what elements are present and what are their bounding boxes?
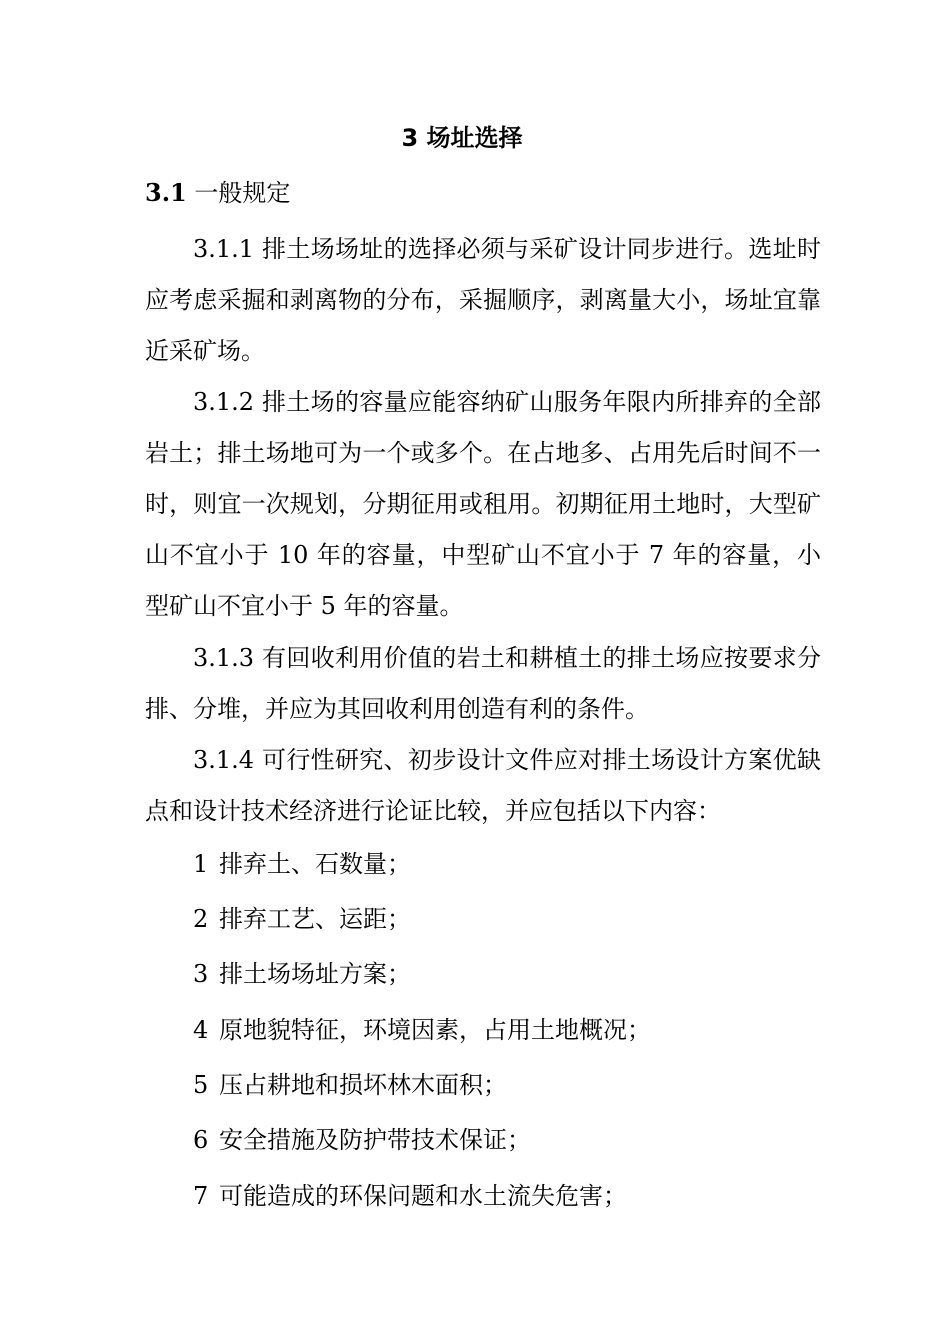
- list-item-text: 压占耕地和损坏林木面积；: [219, 1071, 507, 1099]
- list-item: [193, 847, 411, 881]
- list-item-text: 排土场场址方案；: [219, 960, 411, 988]
- section-title: 一般规定: [194, 179, 291, 207]
- list-item: [193, 1013, 651, 1047]
- list-item-number: 4: [193, 1016, 209, 1044]
- list-item-number: 5: [193, 1071, 209, 1099]
- clause-3-1-4: 3.1.4 可行性研究、初步设计文件应对排土场设计方案优缺点和设计技术经济进行论证比较，并应包括以下内容：: [145, 746, 821, 825]
- clause-3-1-1: 3.1.1 排土场场址的选择必须与采矿设计同步进行。选址时应考虑采掘和剥离物的分布，采掘顺序，剥离量大小，场址宜靠近采矿场。: [145, 235, 821, 365]
- chapter-title: 3 场址选择: [401, 124, 523, 152]
- list-item-number: 2: [193, 905, 209, 933]
- list-item: [193, 1179, 627, 1213]
- clause-3-1-3: 3.1.3 有回收利用价值的岩土和耕植土的排土场应按要求分排、分堆，并应为其回收利用创造有利的条件。: [145, 644, 821, 723]
- section-number: 3.1: [145, 178, 187, 207]
- list-item: [193, 957, 411, 991]
- list-item-number: 7: [193, 1182, 209, 1210]
- section-heading: [145, 176, 290, 210]
- list-item-number: 3: [193, 960, 209, 988]
- list-item-text: 安全措施及防护带技术保证；: [219, 1126, 531, 1154]
- list-item-text: 排弃工艺、运距；: [219, 905, 411, 933]
- list-item: [193, 1123, 531, 1157]
- list-item-text: 排弃土、石数量；: [219, 850, 411, 878]
- list-item: [193, 1068, 507, 1102]
- list-item-number: 6: [193, 1126, 209, 1154]
- list-item-number: 1: [193, 850, 209, 878]
- list-item: [193, 902, 411, 936]
- list-item-text: 可能造成的环保问题和水土流失危害；: [219, 1182, 627, 1210]
- clause-3-1-2: 3.1.2 排土场的容量应能容纳矿山服务年限内所排弃的全部岩土；排土场地可为一个或多个。在占地多、占用先后时间不一时，则宜一次规划，分期征用或租用。初期征用土地时，大型矿山不宜小于 10 年的容量，中型矿山不宜小于 7 年的容量，小型矿山不宜小于 5 年的容量。: [145, 388, 821, 620]
- list-item-text: 原地貌特征，环境因素，占用土地概况；: [219, 1016, 651, 1044]
